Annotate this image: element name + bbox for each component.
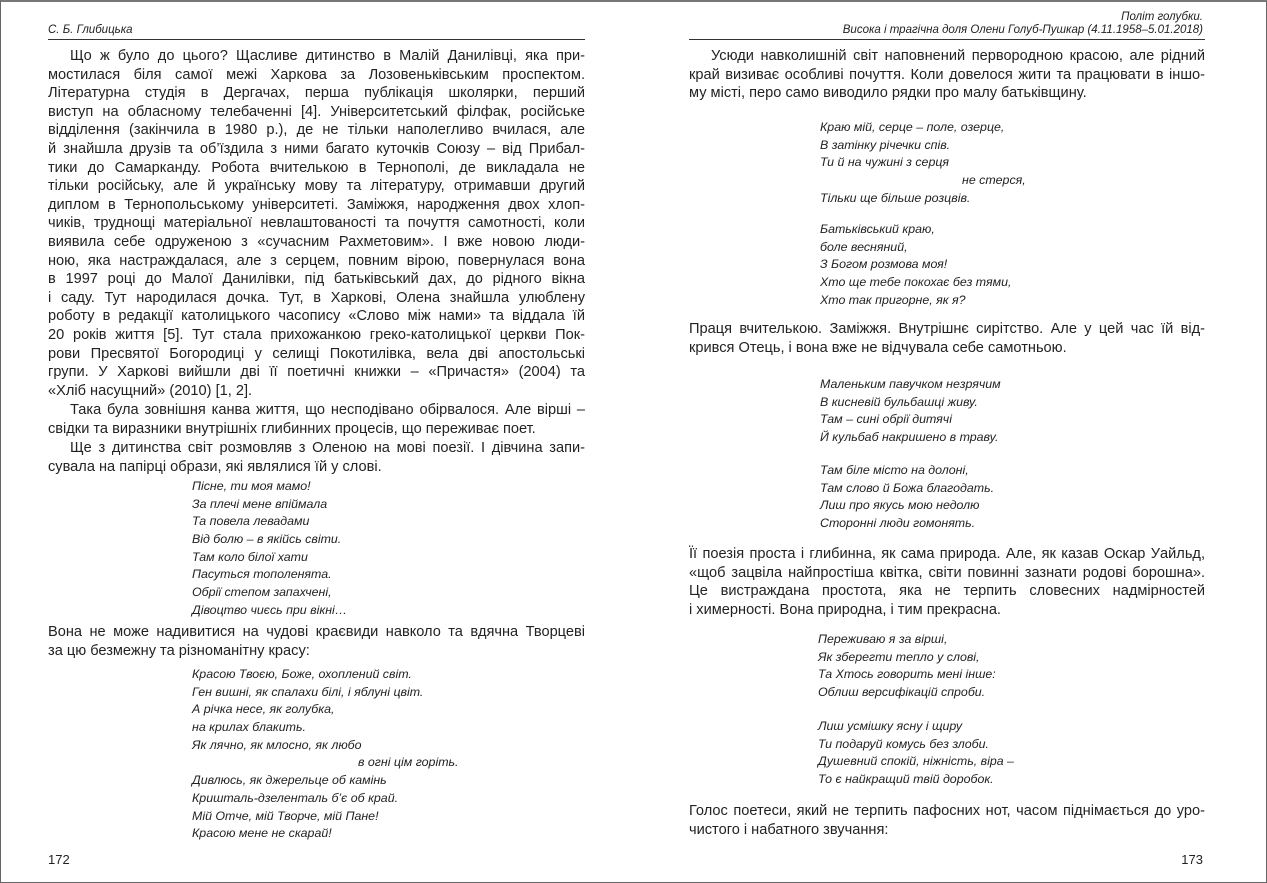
poem-line: Пісне, ти моя мамо! xyxy=(192,479,311,493)
text-line: свідки та виразники внутрішніх глибинних процесів, що переживає поет. xyxy=(48,420,536,437)
poem-line: Дівоцтво чиєсь при вікні… xyxy=(192,602,348,617)
poem xyxy=(192,666,459,843)
poem-line: не стерся, xyxy=(962,173,1026,188)
poem-line: З Богом розмова моя! xyxy=(820,257,948,272)
poem-line: Кришталь-дзеленталь б’є об край. xyxy=(192,790,399,805)
text-line: роботу в редакції католицького часопису «Слово між нами» та віддала їй xyxy=(48,308,585,325)
poem-line: Там – сині обрії дитячі xyxy=(820,412,952,427)
text-line: «щоб зацвіла найпростіша квітка, світи повинні зазнати родові борошна». xyxy=(689,564,1205,581)
text-line: в 1997 році до Малої Данилівки, під батьківський дах, до рідного вікна xyxy=(48,271,585,288)
text-line: Усюди навколишній світ наповнений первородною красою, але рідний xyxy=(711,48,1205,64)
text-line: відділення (закінчила в 1980 р.), де не тільки наполегливо вчилася, але xyxy=(48,122,585,139)
poem-line: Пасуться тополенята. xyxy=(192,567,332,582)
poem-stanza xyxy=(820,376,1001,447)
poem-line: Та Хтось говорить мені інше: xyxy=(818,667,996,682)
text-line: Її поезія проста і глибинна, як сама природа. Але, як казав Оскар Уайльд, xyxy=(689,546,1205,562)
poem-line: Красою мене не скарай! xyxy=(192,826,332,841)
poem-stanza xyxy=(818,631,996,702)
text-line: Вона не може надивитися на чудові краєвиди навколо та вдячна Творцеві xyxy=(48,624,585,640)
poem-line: Маленьким павучком незрячим xyxy=(820,377,1001,391)
page-number-right: 173 xyxy=(1181,852,1203,867)
text-line: крився Отець, і вона вже не відчувала себе самотньою. xyxy=(689,339,1067,356)
poem-line: В кисневій бульбашці живу. xyxy=(820,394,978,409)
text-line: Праця вчителькою. Заміжжя. Внутрішнє сирітство. Але у цей час їй від- xyxy=(689,321,1205,337)
poem-stanza xyxy=(820,119,1026,207)
text-line: чиків, труднощі матеріальної невлаштованості та почуття самотності, коли xyxy=(48,215,585,232)
poem-line: Та повела левадами xyxy=(192,514,310,529)
poem-line: Краю мій, серце – поле, озерце, xyxy=(820,120,1005,134)
poem-line: То є найкращий твій доробок. xyxy=(818,772,994,787)
poem-line: боле весняний, xyxy=(820,239,908,254)
poem-line: А річка несе, як голубка, xyxy=(192,702,335,717)
poem-line: Мій Отче, мій Творче, мій Пане! xyxy=(192,808,379,823)
poem-line: Душевний спокій, ніжність, віра – xyxy=(818,754,1014,769)
poem-line: За плечі мене впіймала xyxy=(192,496,328,511)
paragraph xyxy=(48,623,585,660)
page-number-left: 172 xyxy=(48,852,70,867)
poem-line: Обрії степом запахчені, xyxy=(192,585,332,600)
text-line: Ще з дитинства світ розмовляв з Оленою на мові поезії. І дівчина запи- xyxy=(70,440,585,456)
text-line: рови Пресвятої Богородиці у селищі Покотилівка, вела дві апостольські xyxy=(48,345,585,362)
poem-line: Від болю – в якійсь світи. xyxy=(192,532,342,547)
text-line: виступ на обласному телебаченні [4]. Університетський філфак, російське xyxy=(48,103,585,120)
poem-line: Переживаю я за вірші, xyxy=(818,632,948,646)
text-line: «Хліб насущний» (2010) [1, 2]. xyxy=(48,382,253,399)
text-line: Це вистраждана простота, яка не терпить словесних надмірностей xyxy=(689,583,1205,600)
text-line: і химерності. Вона природна, і тим прекрасна. xyxy=(689,601,1001,618)
text-line: й знайшла друзів та об’їздила з ними багато куточків Союзу – від Прибал- xyxy=(48,140,585,157)
poem-line: Там слово й Божа благодать. xyxy=(820,480,995,495)
running-head-left: С. Б. Глибицька xyxy=(48,24,133,36)
text-line: Що ж було до цього? Щасливе дитинство в Малій Данилівці, яка при- xyxy=(70,48,585,64)
text-line: сувала на папірці образи, які являлися їй у слові. xyxy=(48,458,382,475)
poem-line: Тільки ще більше розцвів. xyxy=(820,190,971,205)
poem-line: Хто ще тебе покохає без тями, xyxy=(820,275,1012,290)
poem-line: В затінку річечки спів. xyxy=(820,137,951,152)
poem-line: Там біле місто на долоні, xyxy=(820,463,969,477)
poem-line: Ти подаруй комусь без злоби. xyxy=(818,736,989,751)
poem-line: Ген вишні, як спалахи білі, і яблуні цвіт. xyxy=(192,684,424,699)
poem-line: Сторонні люди гомонять. xyxy=(820,516,976,531)
poem-stanza xyxy=(820,462,994,533)
poem-line: Красою Твоєю, Боже, охоплений світ. xyxy=(192,667,412,681)
paragraph xyxy=(689,47,1205,103)
text-line: 20 років життя [5]. Тут стала прихожанкою греко-католицької церкви Пок- xyxy=(48,326,585,343)
text-line: ною, яка настраждалася, але з серцем, повним вірою, повернулася вона xyxy=(48,252,585,269)
text-line: виявила себе одруженою з «сучасним Рахметовим». І вже новою люди- xyxy=(48,233,585,250)
poem-stanza xyxy=(820,221,1011,309)
text-line: диплом в Тернопольському університеті. Заміжжя, народження двох хлоп- xyxy=(48,196,585,213)
paragraph xyxy=(689,320,1205,357)
poem-line: в огні цім горіть. xyxy=(358,755,459,770)
poem-line: Ти й на чужині з серця xyxy=(820,155,950,170)
paragraph xyxy=(689,802,1205,839)
poem-line: Лиш про якусь мою недолю xyxy=(820,498,980,513)
poem-line: Лиш усмішку ясну і щиру xyxy=(818,719,963,733)
poem-line: на крилах блакить. xyxy=(192,720,306,735)
poem-line: Облиш версифікацій спроби. xyxy=(818,685,986,700)
paragraph xyxy=(48,401,585,438)
paragraph xyxy=(689,545,1205,619)
header-rule-left xyxy=(48,39,585,40)
poem-line: Як зберегти тепло у слові, xyxy=(818,649,980,664)
paragraph xyxy=(48,439,585,476)
header-rule-right xyxy=(689,39,1205,40)
text-line: Голос поетеси, який не терпить пафосних нот, часом піднімається до уро- xyxy=(689,803,1205,819)
text-line: Літературна студія в Дергачах, перша публікація школярки, перший xyxy=(48,85,585,102)
poem-line: Як лячно, як млосно, як любо xyxy=(192,737,362,752)
text-line: тики до Самарканду. Робота вчителькою в Тернополі, де викладала не xyxy=(48,159,585,176)
poem-line: Там коло білої хати xyxy=(192,549,308,564)
poem-line: Хто так пригорне, як я? xyxy=(820,292,966,307)
text-line: Така була зовнішня канва життя, що несподівано обірвалося. Але вірші – xyxy=(70,402,585,418)
poem-line: Батьківський краю, xyxy=(820,222,935,236)
poem xyxy=(192,478,347,620)
text-line: і саду. Тут народилася дочка. Тут, в Харкові, Олена знайшла улюблену xyxy=(48,289,585,306)
text-line: мостилася біля самої межі Харкова за Лозовеньківським проспектом. xyxy=(48,66,585,83)
paragraph xyxy=(48,47,585,400)
text-line: тільки російську, але й українську мову та літературу, отримавши другий xyxy=(48,178,585,195)
text-line: за цю безмежну та різноманітну красу: xyxy=(48,642,310,659)
text-line: чистого і набатного звучання: xyxy=(689,821,889,838)
running-head-right-line2: Висока і трагічна доля Олени Голуб-Пушкар (4.11.1958–5.01.2018) xyxy=(842,24,1203,36)
poem-stanza xyxy=(818,718,1014,789)
text-line: край визиває особливі почуття. Коли довелося жити та працювати в іншо- xyxy=(689,66,1205,83)
poem-line: Дивлюсь, як джерельце об камінь xyxy=(192,773,387,788)
running-head-right-line1: Політ голубки. xyxy=(1121,11,1203,23)
poem-line: Й кульбаб накришено в траву. xyxy=(820,430,999,445)
text-line: му місті, перо само виводило рядки про малу батьківщину. xyxy=(689,85,1087,102)
text-line: групи. У Харкові вийшли дві її поетичні книжки – «Причастя» (2004) та xyxy=(48,364,585,381)
